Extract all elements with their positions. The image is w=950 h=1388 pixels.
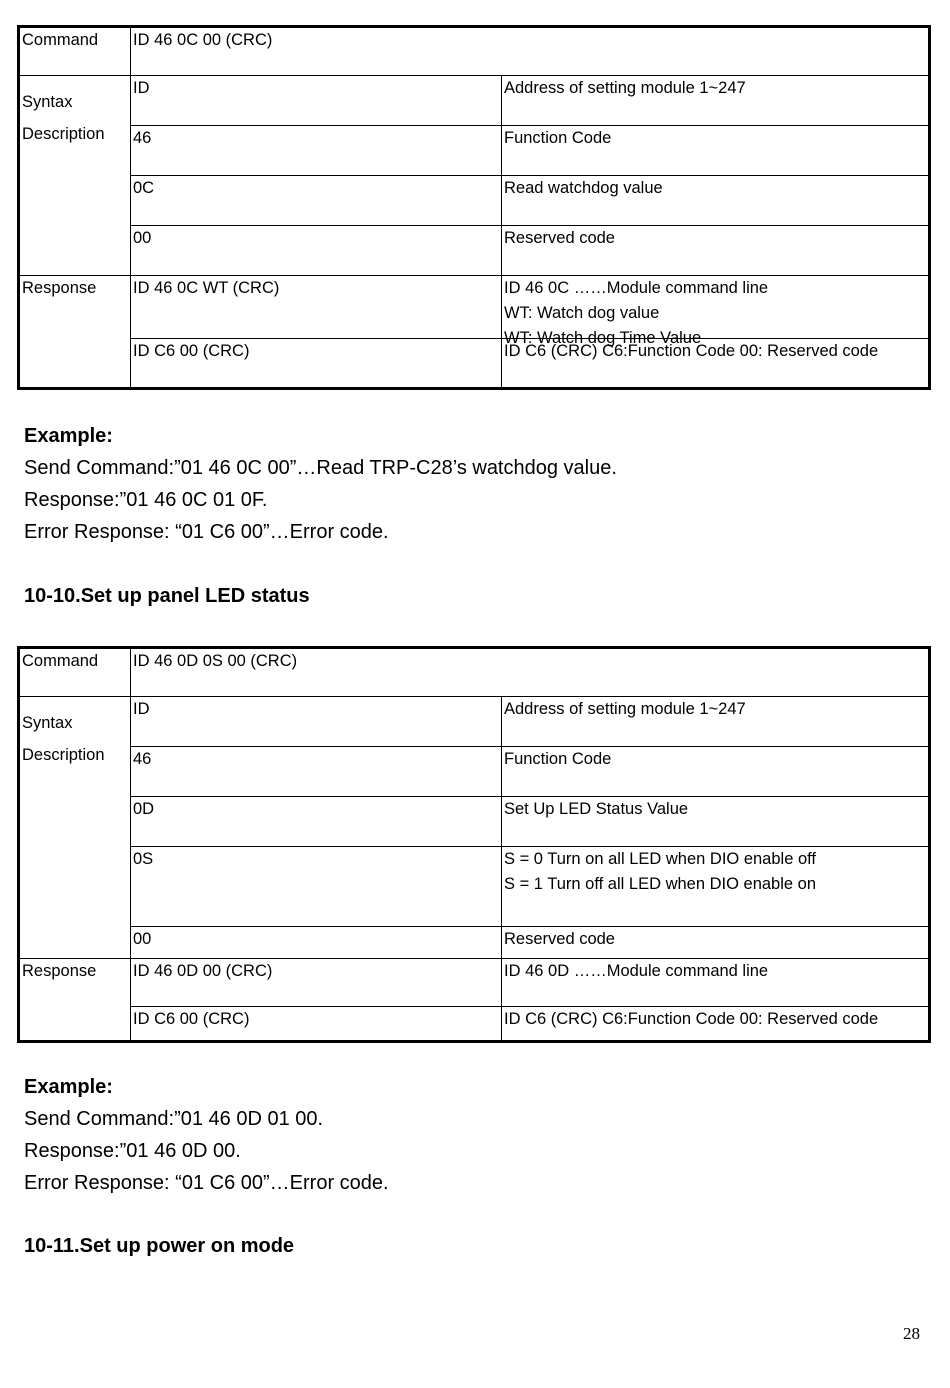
syntax-code: 0C: [131, 176, 502, 226]
response-desc: ID 46 0D ……Module command line: [502, 959, 930, 1007]
response-label: Response: [19, 959, 131, 1042]
table-row: [19, 1007, 930, 1042]
command-label: Command: [19, 27, 131, 76]
table-row: [19, 27, 930, 76]
table-row: [19, 276, 930, 339]
response-code: ID C6 00 (CRC): [131, 1007, 502, 1042]
syntax-code: 0D: [131, 797, 502, 847]
table-row: [19, 339, 930, 389]
syntax-desc: [502, 847, 930, 927]
table-row: [19, 648, 930, 697]
syntax-desc: Function Code: [502, 126, 930, 176]
response-desc: ID C6 (CRC) C6:Function Code 00: Reserved code: [502, 339, 930, 389]
syntax-description-label: [19, 697, 131, 959]
syntax-description-label: [19, 76, 131, 276]
response-desc-line: WT: Watch dog value: [504, 304, 660, 322]
example-line: Send Command:”01 46 0D 01 00.: [24, 1108, 324, 1130]
table-row: [19, 847, 930, 927]
syntax-desc: Address of setting module 1~247: [502, 697, 930, 747]
syntax-code: 46: [131, 126, 502, 176]
section-heading: 10-10.Set up panel LED status: [24, 585, 310, 607]
syntax-desc: Set Up LED Status Value: [502, 797, 930, 847]
command-value: ID 46 0D 0S 00 (CRC): [131, 648, 930, 697]
command-label: Command: [19, 648, 131, 697]
syntax-desc: Function Code: [502, 747, 930, 797]
syntax-desc: Reserved code: [502, 226, 930, 276]
watchdog-command-table: [17, 25, 931, 390]
syntax-desc: Address of setting module 1~247: [502, 76, 930, 126]
syntax-code: 00: [131, 927, 502, 959]
response-code: ID 46 0C WT (CRC): [131, 276, 502, 339]
syntax-code: 00: [131, 226, 502, 276]
table-row: [19, 226, 930, 276]
syntax-desc: Read watchdog value: [502, 176, 930, 226]
section-heading: 10-11.Set up power on mode: [24, 1235, 295, 1257]
table-row: [19, 697, 930, 747]
table-row: [19, 927, 930, 959]
page-number: 28: [903, 1324, 920, 1343]
example-title: Example:: [24, 425, 113, 447]
response-label: Response: [19, 276, 131, 389]
table-row: [19, 959, 930, 1007]
response-code: ID C6 00 (CRC): [131, 339, 502, 389]
example-line: Response:”01 46 0C 01 0F.: [24, 489, 268, 511]
syntax-code: ID: [131, 697, 502, 747]
example-line: Error Response: “01 C6 00”…Error code.: [24, 1172, 389, 1194]
table-row: [19, 747, 930, 797]
command-value: ID 46 0C 00 (CRC): [131, 27, 930, 76]
response-desc: ID C6 (CRC) C6:Function Code 00: Reserved code: [502, 1007, 930, 1042]
table-row: [19, 126, 930, 176]
syntax-code: ID: [131, 76, 502, 126]
syntax-desc-line: S = 0 Turn on all LED when DIO enable off: [504, 850, 817, 868]
example-line: Error Response: “01 C6 00”…Error code.: [24, 521, 389, 543]
description-label: Description: [22, 746, 105, 764]
example-title: Example:: [24, 1076, 113, 1098]
syntax-desc-line: S = 1 Turn off all LED when DIO enable on: [504, 875, 817, 893]
table-row: [19, 797, 930, 847]
description-label: Description: [22, 125, 105, 143]
table-row: [19, 76, 930, 126]
syntax-desc: Reserved code: [502, 927, 930, 959]
response-code: ID 46 0D 00 (CRC): [131, 959, 502, 1007]
response-desc: [502, 276, 930, 347]
response-desc-line-clipped: WT: Watch dog Time Value: [504, 329, 702, 347]
table-row: [19, 176, 930, 226]
syntax-label: Syntax: [22, 93, 73, 111]
led-status-command-table: [17, 646, 931, 1043]
syntax-code: 46: [131, 747, 502, 797]
syntax-code: 0S: [131, 847, 502, 927]
syntax-label: Syntax: [22, 714, 73, 732]
example-line: Send Command:”01 46 0C 00”…Read TRP-C28’s watchdog value.: [24, 457, 617, 479]
example-line: Response:”01 46 0D 00.: [24, 1140, 241, 1162]
response-desc-line: ID 46 0C ……Module command line: [504, 279, 769, 297]
